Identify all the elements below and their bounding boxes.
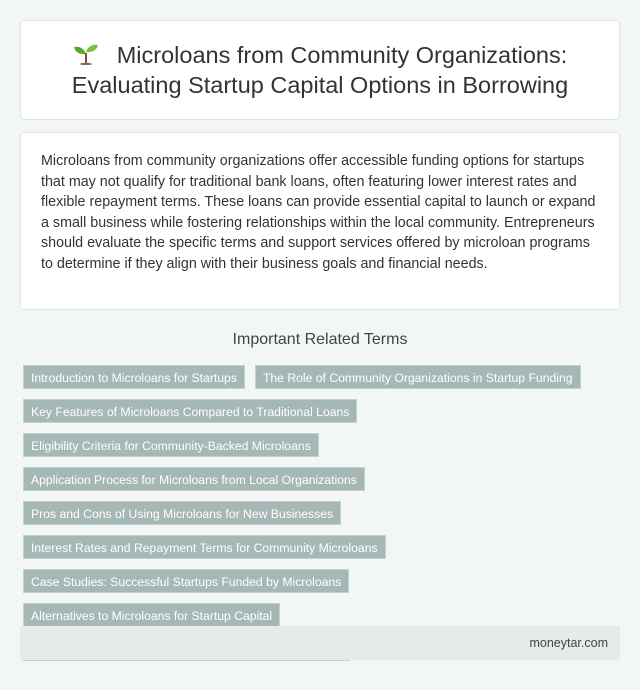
related-term-tag[interactable]: The Role of Community Organizations in Startup Funding [255, 365, 581, 389]
related-term-tag[interactable]: Alternatives to Microloans for Startup Capital [23, 603, 280, 627]
page-title [41, 40, 599, 100]
related-term-tag[interactable]: Application Process for Microloans from Local Organizations [23, 467, 365, 491]
related-term-tag[interactable]: Introduction to Microloans for Startups [23, 365, 245, 389]
related-term-tag[interactable]: Key Features of Microloans Compared to Traditional Loans [23, 399, 357, 423]
related-term-tag[interactable]: Eligibility Criteria for Community-Backed Microloans [23, 433, 319, 457]
title-card [20, 20, 620, 120]
sprout-icon [73, 43, 99, 65]
page-title-text: Microloans from Community Organizations: Evaluating Startup Capital Options in Borrowing [71, 42, 569, 98]
related-terms-heading: Important Related Terms [232, 331, 408, 348]
related-term-tag[interactable]: Pros and Cons of Using Microloans for New Businesses [23, 501, 341, 525]
related-term-tag[interactable]: Case Studies: Successful Startups Funded by Microloans [23, 569, 349, 593]
footer-site-name[interactable]: moneytar.com [529, 636, 608, 650]
description-text: Microloans from community organizations offer accessible funding options for startups that may not qualify for traditional bank loans, often featuring lower interest rates and flexible repayment terms. These loans can provide essential capital to launch or expand a small business while fostering relationships within the local community. Entrepreneurs should evaluate the specific terms and support services offered by microloan programs to determine if they align with their business goals and financial needs. [41, 153, 596, 272]
description-card [20, 132, 620, 310]
related-terms-list [20, 365, 600, 661]
related-term-tag[interactable]: Interest Rates and Repayment Terms for Community Microloans [23, 535, 386, 559]
footer [20, 626, 620, 660]
